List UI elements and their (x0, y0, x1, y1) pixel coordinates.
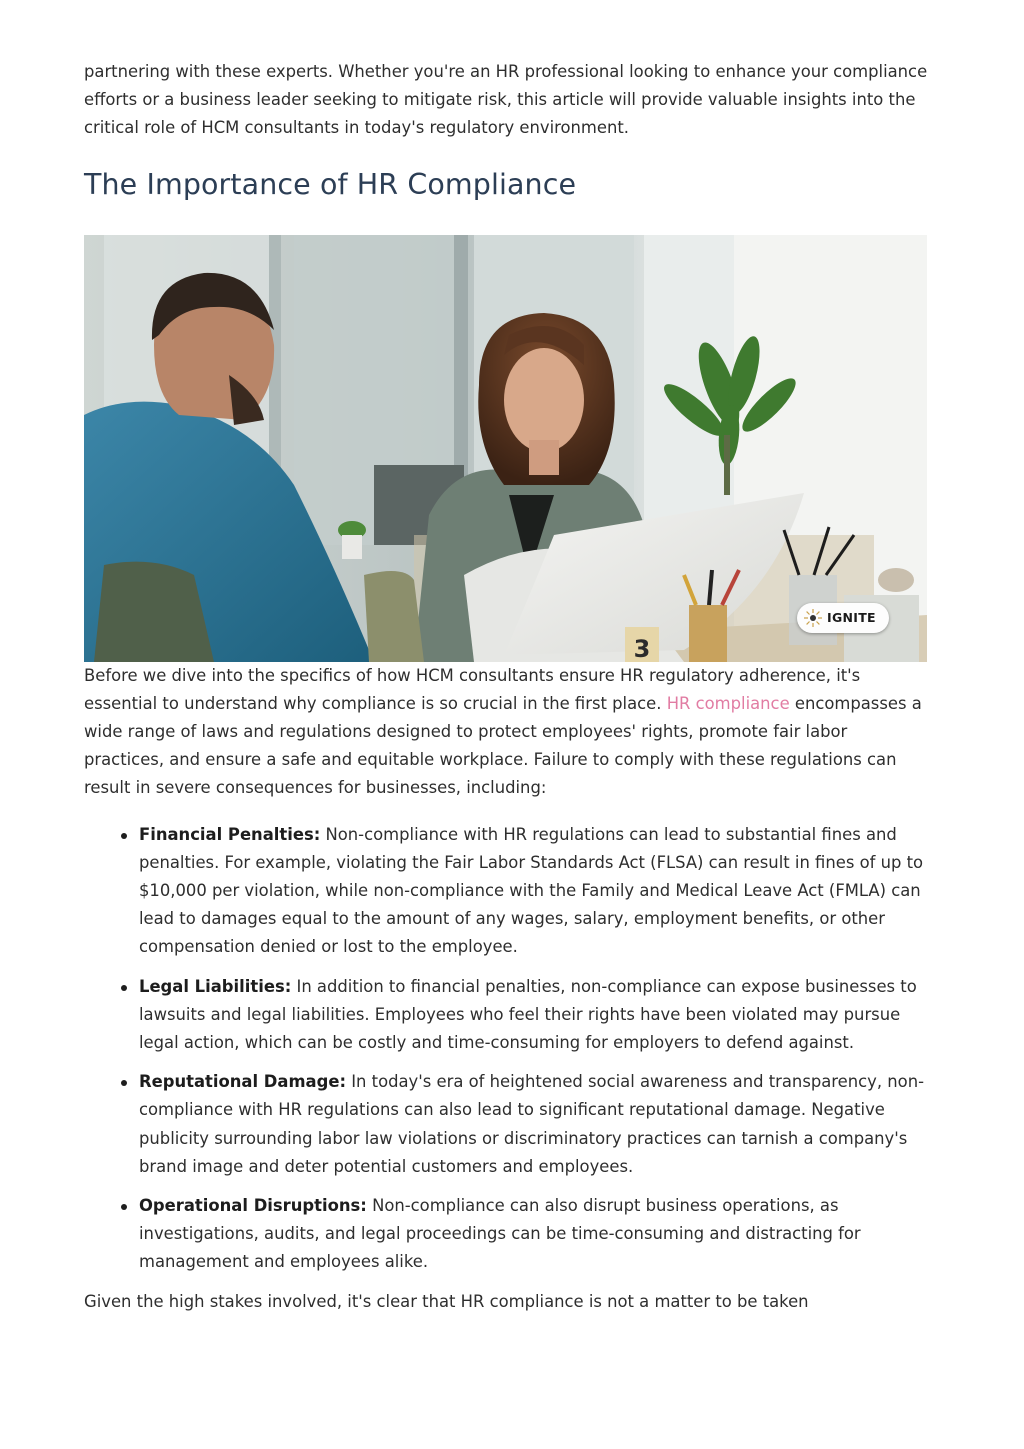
list-item (139, 1068, 929, 1181)
office-scene-illustration (84, 235, 927, 662)
list-item-text: Non-compliance can also disrupt business operations, as investigations, audits, and legal proceedings can be time-consuming and distracting for management and employees alike. (139, 1196, 861, 1272)
list-item-text: Non-compliance with HR regulations can lead to substantial fines and penalties. For example, violating the Fair Labor Standards Act (FLSA) can result in fines of up to $10,000 per violation, while non-compliance with the Family and Medical Leave Act (FMLA) can lead to damages equal to the amount of any wages, salary, employment benefits, or other compensation denied or lost to the employee. (139, 824, 924, 957)
list-item (139, 821, 929, 962)
list-item-title: Reputational Damage: (139, 1072, 347, 1092)
list-item (139, 973, 929, 1058)
list-item (139, 1192, 929, 1277)
section-heading: The Importance of HR Compliance (84, 167, 577, 201)
article-photo (84, 235, 927, 662)
ignite-logo-badge (797, 603, 889, 633)
hr-compliance-link[interactable]: HR compliance (666, 693, 790, 713)
list-item-title: Financial Penalties: (139, 824, 321, 844)
context-text-start: Before we dive into the specifics of how HCM consultants ensure HR regulatory adherence, it's essential to understand why compliance is so crucial in the first place. (84, 665, 861, 713)
list-item-title: Operational Disruptions: (139, 1196, 367, 1216)
consequences-list (84, 821, 929, 1277)
closing-paragraph: Given the high stakes involved, it's clear that HR compliance is not a matter to be taken (84, 1291, 809, 1311)
context-text-end: encompasses a wide range of laws and regulations designed to protect employees' rights, promote fair labor practices, and ensure a safe and equitable workplace. Failure to comply with these regulations can result in severe consequences for businesses, including: (84, 693, 922, 798)
list-item-title: Legal Liabilities: (139, 976, 292, 996)
list-item-text: In today's era of heightened social awareness and transparency, non-compliance with HR regulations can also lead to significant reputational damage. Negative publicity surrounding labor law violations or discriminatory practices can tarnish a company's brand image and deter potential customers and employees. (139, 1072, 925, 1176)
article-content (84, 58, 929, 1316)
intro-paragraph: partnering with these experts. Whether you're an HR professional looking to enhance your compliance efforts or a business leader seeking to mitigate risk, this article will provide valuable insights into the critical role of HCM consultants in today's regulatory environment. (84, 62, 928, 138)
context-paragraph (84, 662, 929, 803)
sunburst-icon (803, 608, 823, 628)
ignite-logo-text: IGNITE (827, 610, 876, 626)
desk-number: 3 (633, 634, 651, 662)
list-item-text: In addition to financial penalties, non-compliance can expose businesses to lawsuits and legal liabilities. Employees who feel their rights have been violated may pursue legal action, which can be costly and time-consuming for employers to defend against. (139, 976, 917, 1053)
